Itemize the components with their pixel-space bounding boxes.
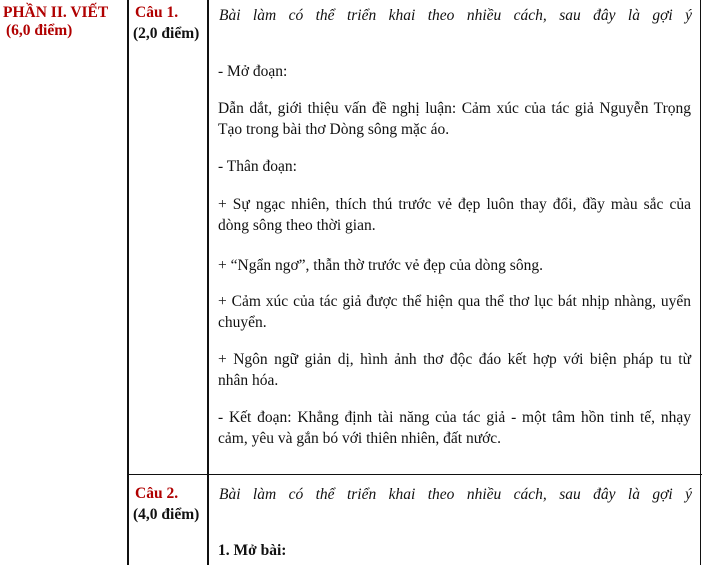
section-points: (6,0 điểm) bbox=[6, 22, 73, 39]
q1-point1-line2: dòng sông theo thời gian. bbox=[218, 217, 376, 234]
row-divider bbox=[128, 474, 702, 475]
q1-conclusion-line1: - Kết đoạn: Khẳng định tài năng của tác giả - một tâm hồn tinh tế, nhạy bbox=[218, 409, 691, 426]
section-title: PHẦN II. VIẾT bbox=[3, 4, 109, 21]
q1-conclusion-line2: cảm, yêu và gắn bó với thiên nhiên, đất nước. bbox=[218, 430, 502, 447]
q1-mo-doan-line1: Dẫn dắt, giới thiệu vấn đề nghị luận: Cảm xúc của tác giả Nguyễn Trọng bbox=[218, 100, 691, 117]
column-divider-1 bbox=[127, 0, 129, 565]
q1-point3-line1: + Cảm xúc của tác giả được thể hiện qua thể thơ lục bát nhịp nhàng, uyển bbox=[218, 293, 691, 310]
q1-than-doan: - Thân đoạn: bbox=[218, 158, 297, 175]
q2-points: (4,0 điểm) bbox=[133, 506, 200, 523]
right-border bbox=[700, 0, 701, 565]
q2-mo-bai: 1. Mở bài: bbox=[218, 542, 287, 559]
q1-point2: + “Ngẩn ngơ”, thẫn thờ trước vẻ đẹp của dòng sông. bbox=[218, 257, 543, 274]
q1-point4-line1: + Ngôn ngữ giản dị, hình ảnh thơ độc đáo kết hợp với biện pháp tu từ bbox=[218, 351, 691, 368]
q1-mo-doan-line2: Tạo trong bài thơ Dòng sông mặc áo. bbox=[218, 121, 450, 138]
q1-intro: Bài làm có thể triển khai theo nhiều cách, sau đây là gợi ý bbox=[219, 7, 692, 24]
column-divider-2 bbox=[207, 0, 209, 565]
q2-label: Câu 2. bbox=[135, 485, 179, 502]
q1-label: Câu 1. bbox=[135, 4, 179, 21]
q2-intro: Bài làm có thể triển khai theo nhiều cách, sau đây là gợi ý bbox=[219, 486, 692, 503]
q1-point1-line1: + Sự ngạc nhiên, thích thú trước vẻ đẹp luôn thay đổi, đầy màu sắc của bbox=[218, 196, 691, 213]
q1-mo-doan: - Mở đoạn: bbox=[218, 63, 288, 80]
q1-point4-line2: nhân hóa. bbox=[218, 372, 279, 389]
q1-point3-line2: chuyển. bbox=[218, 314, 267, 331]
q1-points: (2,0 điểm) bbox=[133, 25, 200, 42]
